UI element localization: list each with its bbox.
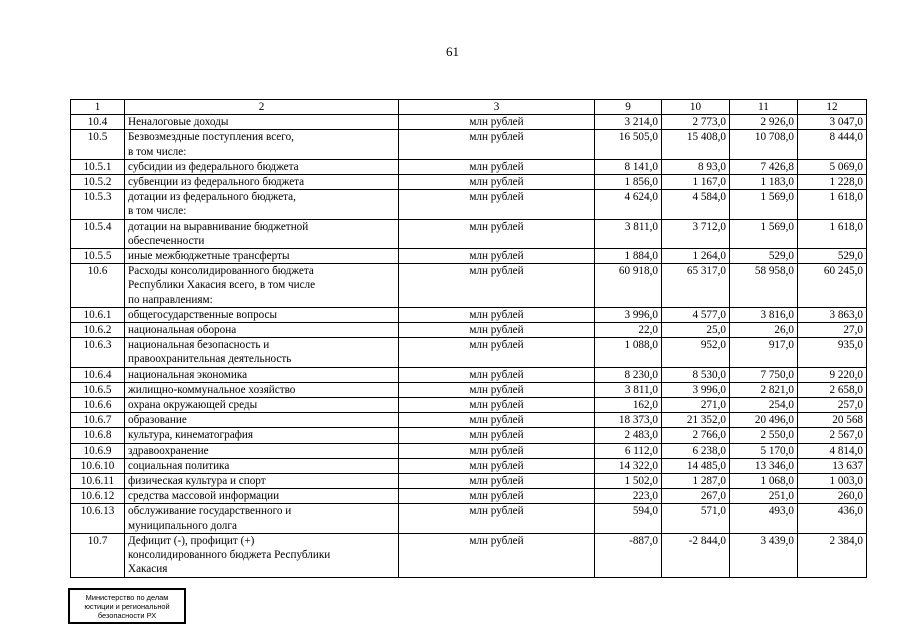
column-header: 10 (662, 100, 730, 115)
column-header: 3 (399, 100, 595, 115)
table-row (71, 115, 867, 130)
row-name-cell (125, 323, 399, 338)
row-value-cell: 8 141,0 (595, 159, 662, 174)
stamp-line: Министерство по делам (85, 593, 169, 602)
row-value-cell: 14 485,0 (662, 458, 730, 473)
row-code-cell: 10.6.8 (71, 428, 125, 443)
table-row (71, 413, 867, 428)
row-name-line: дотации на выравнивание бюджетной (128, 220, 309, 233)
table-row (71, 338, 867, 367)
row-code-cell: 10.4 (71, 115, 125, 130)
ministry-stamp (68, 588, 186, 624)
row-value-cell: 162,0 (595, 398, 662, 413)
row-code-cell: 10.6.10 (71, 458, 125, 473)
row-name-line: образование (128, 414, 187, 427)
row-code-cell: 10.6.2 (71, 323, 125, 338)
row-value-cell: 3 214,0 (595, 115, 662, 130)
row-value-cell: 917,0 (730, 338, 798, 367)
row-value-cell: 4 814,0 (798, 443, 867, 458)
row-value-cell: 3 047,0 (798, 115, 867, 130)
table-row (71, 307, 867, 322)
table-row (71, 443, 867, 458)
row-unit-cell: млн рублей (399, 264, 595, 308)
row-value-cell: 1 856,0 (595, 175, 662, 190)
row-value-cell: 3 439,0 (730, 533, 798, 577)
table-row (71, 398, 867, 413)
row-value-cell: 65 317,0 (662, 264, 730, 308)
row-name-line: общегосударственные вопросы (128, 308, 278, 321)
row-value-cell: 2 926,0 (730, 115, 798, 130)
row-value-cell: 271,0 (662, 398, 730, 413)
row-name-cell (125, 175, 399, 190)
row-value-cell: 5 170,0 (730, 443, 798, 458)
row-value-cell: 22,0 (595, 323, 662, 338)
row-name-cell (125, 504, 399, 533)
row-code-cell: 10.7 (71, 533, 125, 577)
row-value-cell: 18 373,0 (595, 413, 662, 428)
row-name-line: средства массовой информации (128, 490, 280, 503)
row-name-line: физическая культура и спорт (128, 475, 266, 488)
row-code-cell: 10.5.5 (71, 249, 125, 264)
row-unit-cell: млн рублей (399, 159, 595, 174)
row-unit-cell: млн рублей (399, 428, 595, 443)
row-value-cell: 20 568 (798, 413, 867, 428)
row-unit-cell: млн рублей (399, 382, 595, 397)
row-value-cell: 1 618,0 (798, 190, 867, 219)
row-value-cell: 8 230,0 (595, 367, 662, 382)
row-name-line: муниципального долга (128, 519, 237, 532)
row-unit-cell: млн рублей (399, 474, 595, 489)
row-unit-cell: млн рублей (399, 219, 595, 248)
row-code-cell: 10.5.3 (71, 190, 125, 219)
row-value-cell: 8 530,0 (662, 367, 730, 382)
row-name-line: субвенции из федерального бюджета (128, 176, 305, 189)
row-name-cell (125, 533, 399, 577)
row-code-cell: 10.6.7 (71, 413, 125, 428)
row-code-cell: 10.5.2 (71, 175, 125, 190)
row-value-cell: 2 483,0 (595, 428, 662, 443)
row-code-cell: 10.6.6 (71, 398, 125, 413)
table-row (71, 367, 867, 382)
row-value-cell: 13 346,0 (730, 458, 798, 473)
row-unit-cell: млн рублей (399, 398, 595, 413)
row-name-line: национальная экономика (128, 368, 248, 381)
row-value-cell: 8 444,0 (798, 130, 867, 159)
row-value-cell: 5 069,0 (798, 159, 867, 174)
row-name-line: охрана окружающей среды (128, 399, 258, 412)
row-name-line: социальная политика (128, 459, 230, 472)
column-header: 2 (125, 100, 399, 115)
row-name-cell (125, 338, 399, 367)
table-row (71, 159, 867, 174)
row-name-line: консолидированного бюджета Республики (128, 549, 331, 562)
row-unit-cell: млн рублей (399, 323, 595, 338)
row-code-cell: 10.6.11 (71, 474, 125, 489)
column-header: 12 (798, 100, 867, 115)
row-unit-cell: млн рублей (399, 458, 595, 473)
row-value-cell: 1 068,0 (730, 474, 798, 489)
budget-indicators-table (70, 99, 867, 578)
row-value-cell: 254,0 (730, 398, 798, 413)
row-value-cell: 21 352,0 (662, 413, 730, 428)
table-row (71, 264, 867, 308)
row-name-cell (125, 130, 399, 159)
row-name-line: жилищно-коммунальное хозяйство (128, 383, 296, 396)
row-value-cell: 257,0 (798, 398, 867, 413)
table-row (71, 382, 867, 397)
row-value-cell: 1 183,0 (730, 175, 798, 190)
row-name-line: Хакасия (128, 563, 168, 576)
row-unit-cell: млн рублей (399, 413, 595, 428)
row-value-cell: 3 811,0 (595, 382, 662, 397)
row-name-cell (125, 489, 399, 504)
row-value-cell: 223,0 (595, 489, 662, 504)
row-code-cell: 10.6.4 (71, 367, 125, 382)
row-name-line: дотации из федерального бюджета, (128, 191, 296, 204)
row-value-cell: 436,0 (798, 504, 867, 533)
row-value-cell: 1 003,0 (798, 474, 867, 489)
row-value-cell: 493,0 (730, 504, 798, 533)
row-name-cell (125, 443, 399, 458)
row-unit-cell: млн рублей (399, 367, 595, 382)
row-code-cell: 10.6.1 (71, 307, 125, 322)
row-value-cell: 15 408,0 (662, 130, 730, 159)
row-value-cell: 60 918,0 (595, 264, 662, 308)
table-header (71, 100, 867, 115)
row-name-line: обслуживание государственного и (128, 505, 292, 518)
row-name-cell (125, 115, 399, 130)
row-code-cell: 10.6.13 (71, 504, 125, 533)
row-value-cell: 2 384,0 (798, 533, 867, 577)
row-value-cell: 1 569,0 (730, 190, 798, 219)
table-row (71, 323, 867, 338)
column-header: 1 (71, 100, 125, 115)
row-value-cell: 3 996,0 (662, 382, 730, 397)
row-value-cell: 594,0 (595, 504, 662, 533)
row-value-cell: 4 584,0 (662, 190, 730, 219)
row-value-cell: 6 238,0 (662, 443, 730, 458)
table-row (71, 533, 867, 577)
row-name-cell (125, 307, 399, 322)
row-code-cell: 10.5.4 (71, 219, 125, 248)
row-name-line: национальная оборона (128, 324, 237, 337)
row-value-cell: 10 708,0 (730, 130, 798, 159)
row-name-cell (125, 428, 399, 443)
row-value-cell: 26,0 (730, 323, 798, 338)
table-body (71, 115, 867, 577)
table-row (71, 190, 867, 219)
row-name-line: в том числе: (128, 205, 187, 218)
row-name-line: Безвозмездные поступления всего, (128, 131, 294, 144)
row-value-cell: 7 426,8 (730, 159, 798, 174)
row-code-cell: 10.5.1 (71, 159, 125, 174)
row-value-cell: 1 884,0 (595, 249, 662, 264)
row-unit-cell: млн рублей (399, 249, 595, 264)
row-unit-cell: млн рублей (399, 504, 595, 533)
row-value-cell: 3 811,0 (595, 219, 662, 248)
table-row (71, 428, 867, 443)
row-value-cell: 952,0 (662, 338, 730, 367)
row-name-line: субсидии из федерального бюджета (128, 160, 299, 173)
row-name-cell (125, 219, 399, 248)
row-value-cell: 4 577,0 (662, 307, 730, 322)
row-value-cell: 8 93,0 (662, 159, 730, 174)
row-name-line: обеспеченности (128, 234, 205, 247)
row-value-cell: 1 618,0 (798, 219, 867, 248)
row-unit-cell: млн рублей (399, 307, 595, 322)
row-name-line: культура, кинематография (128, 429, 254, 442)
row-value-cell: 260,0 (798, 489, 867, 504)
stamp-line: безопасности РХ (97, 611, 157, 620)
row-code-cell: 10.6.9 (71, 443, 125, 458)
row-value-cell: 2 773,0 (662, 115, 730, 130)
row-name-line: национальная безопасность и (128, 339, 270, 352)
row-value-cell: 2 766,0 (662, 428, 730, 443)
row-unit-cell: млн рублей (399, 533, 595, 577)
table-row (71, 504, 867, 533)
row-name-cell (125, 458, 399, 473)
page-number: 61 (446, 44, 459, 59)
row-value-cell: 25,0 (662, 323, 730, 338)
row-value-cell: 9 220,0 (798, 367, 867, 382)
table-row (71, 249, 867, 264)
row-value-cell: 267,0 (662, 489, 730, 504)
row-value-cell: 16 505,0 (595, 130, 662, 159)
row-value-cell: 3 712,0 (662, 219, 730, 248)
row-code-cell: 10.6.3 (71, 338, 125, 367)
row-value-cell: -2 844,0 (662, 533, 730, 577)
row-unit-cell: млн рублей (399, 175, 595, 190)
row-name-cell (125, 190, 399, 219)
row-value-cell: 1 228,0 (798, 175, 867, 190)
row-name-cell (125, 367, 399, 382)
row-name-cell (125, 474, 399, 489)
row-value-cell: 2 550,0 (730, 428, 798, 443)
row-code-cell: 10.6.12 (71, 489, 125, 504)
row-name-line: иные межбюджетные трансферты (128, 250, 290, 263)
row-value-cell: 58 958,0 (730, 264, 798, 308)
row-name-cell (125, 159, 399, 174)
table-row (71, 489, 867, 504)
row-name-cell (125, 398, 399, 413)
row-value-cell: 14 322,0 (595, 458, 662, 473)
row-value-cell: 2 567,0 (798, 428, 867, 443)
row-name-line: здравоохранение (128, 444, 209, 457)
row-value-cell: 1 088,0 (595, 338, 662, 367)
row-value-cell: 7 750,0 (730, 367, 798, 382)
row-value-cell: 1 287,0 (662, 474, 730, 489)
row-value-cell: 1 569,0 (730, 219, 798, 248)
row-value-cell: 13 637 (798, 458, 867, 473)
row-name-line: Расходы консолидированного бюджета (128, 265, 314, 278)
row-value-cell: 3 863,0 (798, 307, 867, 322)
row-value-cell: 27,0 (798, 323, 867, 338)
row-name-cell (125, 249, 399, 264)
stamp-line: юстиции и региональной (84, 602, 170, 611)
row-value-cell: 6 112,0 (595, 443, 662, 458)
row-value-cell: 2 821,0 (730, 382, 798, 397)
column-header: 11 (730, 100, 798, 115)
row-name-line: по направлениям: (128, 293, 213, 306)
row-name-cell (125, 264, 399, 308)
row-value-cell: 571,0 (662, 504, 730, 533)
row-value-cell: 3 996,0 (595, 307, 662, 322)
row-value-cell: 20 496,0 (730, 413, 798, 428)
row-value-cell: 2 658,0 (798, 382, 867, 397)
row-name-cell (125, 382, 399, 397)
header-row (71, 100, 867, 115)
row-name-line: Неналоговые доходы (128, 116, 229, 129)
row-unit-cell: млн рублей (399, 338, 595, 367)
row-unit-cell: млн рублей (399, 190, 595, 219)
row-code-cell: 10.6.5 (71, 382, 125, 397)
row-name-line: в том числе: (128, 145, 187, 158)
row-name-line: Дефицит (-), профицит (+) (128, 534, 255, 547)
row-unit-cell: млн рублей (399, 115, 595, 130)
row-value-cell: 1 264,0 (662, 249, 730, 264)
row-value-cell: 3 816,0 (730, 307, 798, 322)
row-value-cell: 251,0 (730, 489, 798, 504)
row-unit-cell: млн рублей (399, 489, 595, 504)
column-header: 9 (595, 100, 662, 115)
row-name-line: правоохранительная деятельность (128, 353, 292, 366)
row-value-cell: 529,0 (730, 249, 798, 264)
row-value-cell: 935,0 (798, 338, 867, 367)
table-row (71, 175, 867, 190)
row-name-line: Республики Хакасия всего, в том числе (128, 279, 316, 292)
table-row (71, 474, 867, 489)
table-row (71, 130, 867, 159)
table-row (71, 219, 867, 248)
row-code-cell: 10.5 (71, 130, 125, 159)
row-value-cell: 60 245,0 (798, 264, 867, 308)
row-value-cell: -887,0 (595, 533, 662, 577)
table-row (71, 458, 867, 473)
row-value-cell: 1 167,0 (662, 175, 730, 190)
row-unit-cell: млн рублей (399, 130, 595, 159)
row-value-cell: 529,0 (798, 249, 867, 264)
row-value-cell: 1 502,0 (595, 474, 662, 489)
row-value-cell: 4 624,0 (595, 190, 662, 219)
row-unit-cell: млн рублей (399, 443, 595, 458)
row-code-cell: 10.6 (71, 264, 125, 308)
row-name-cell (125, 413, 399, 428)
